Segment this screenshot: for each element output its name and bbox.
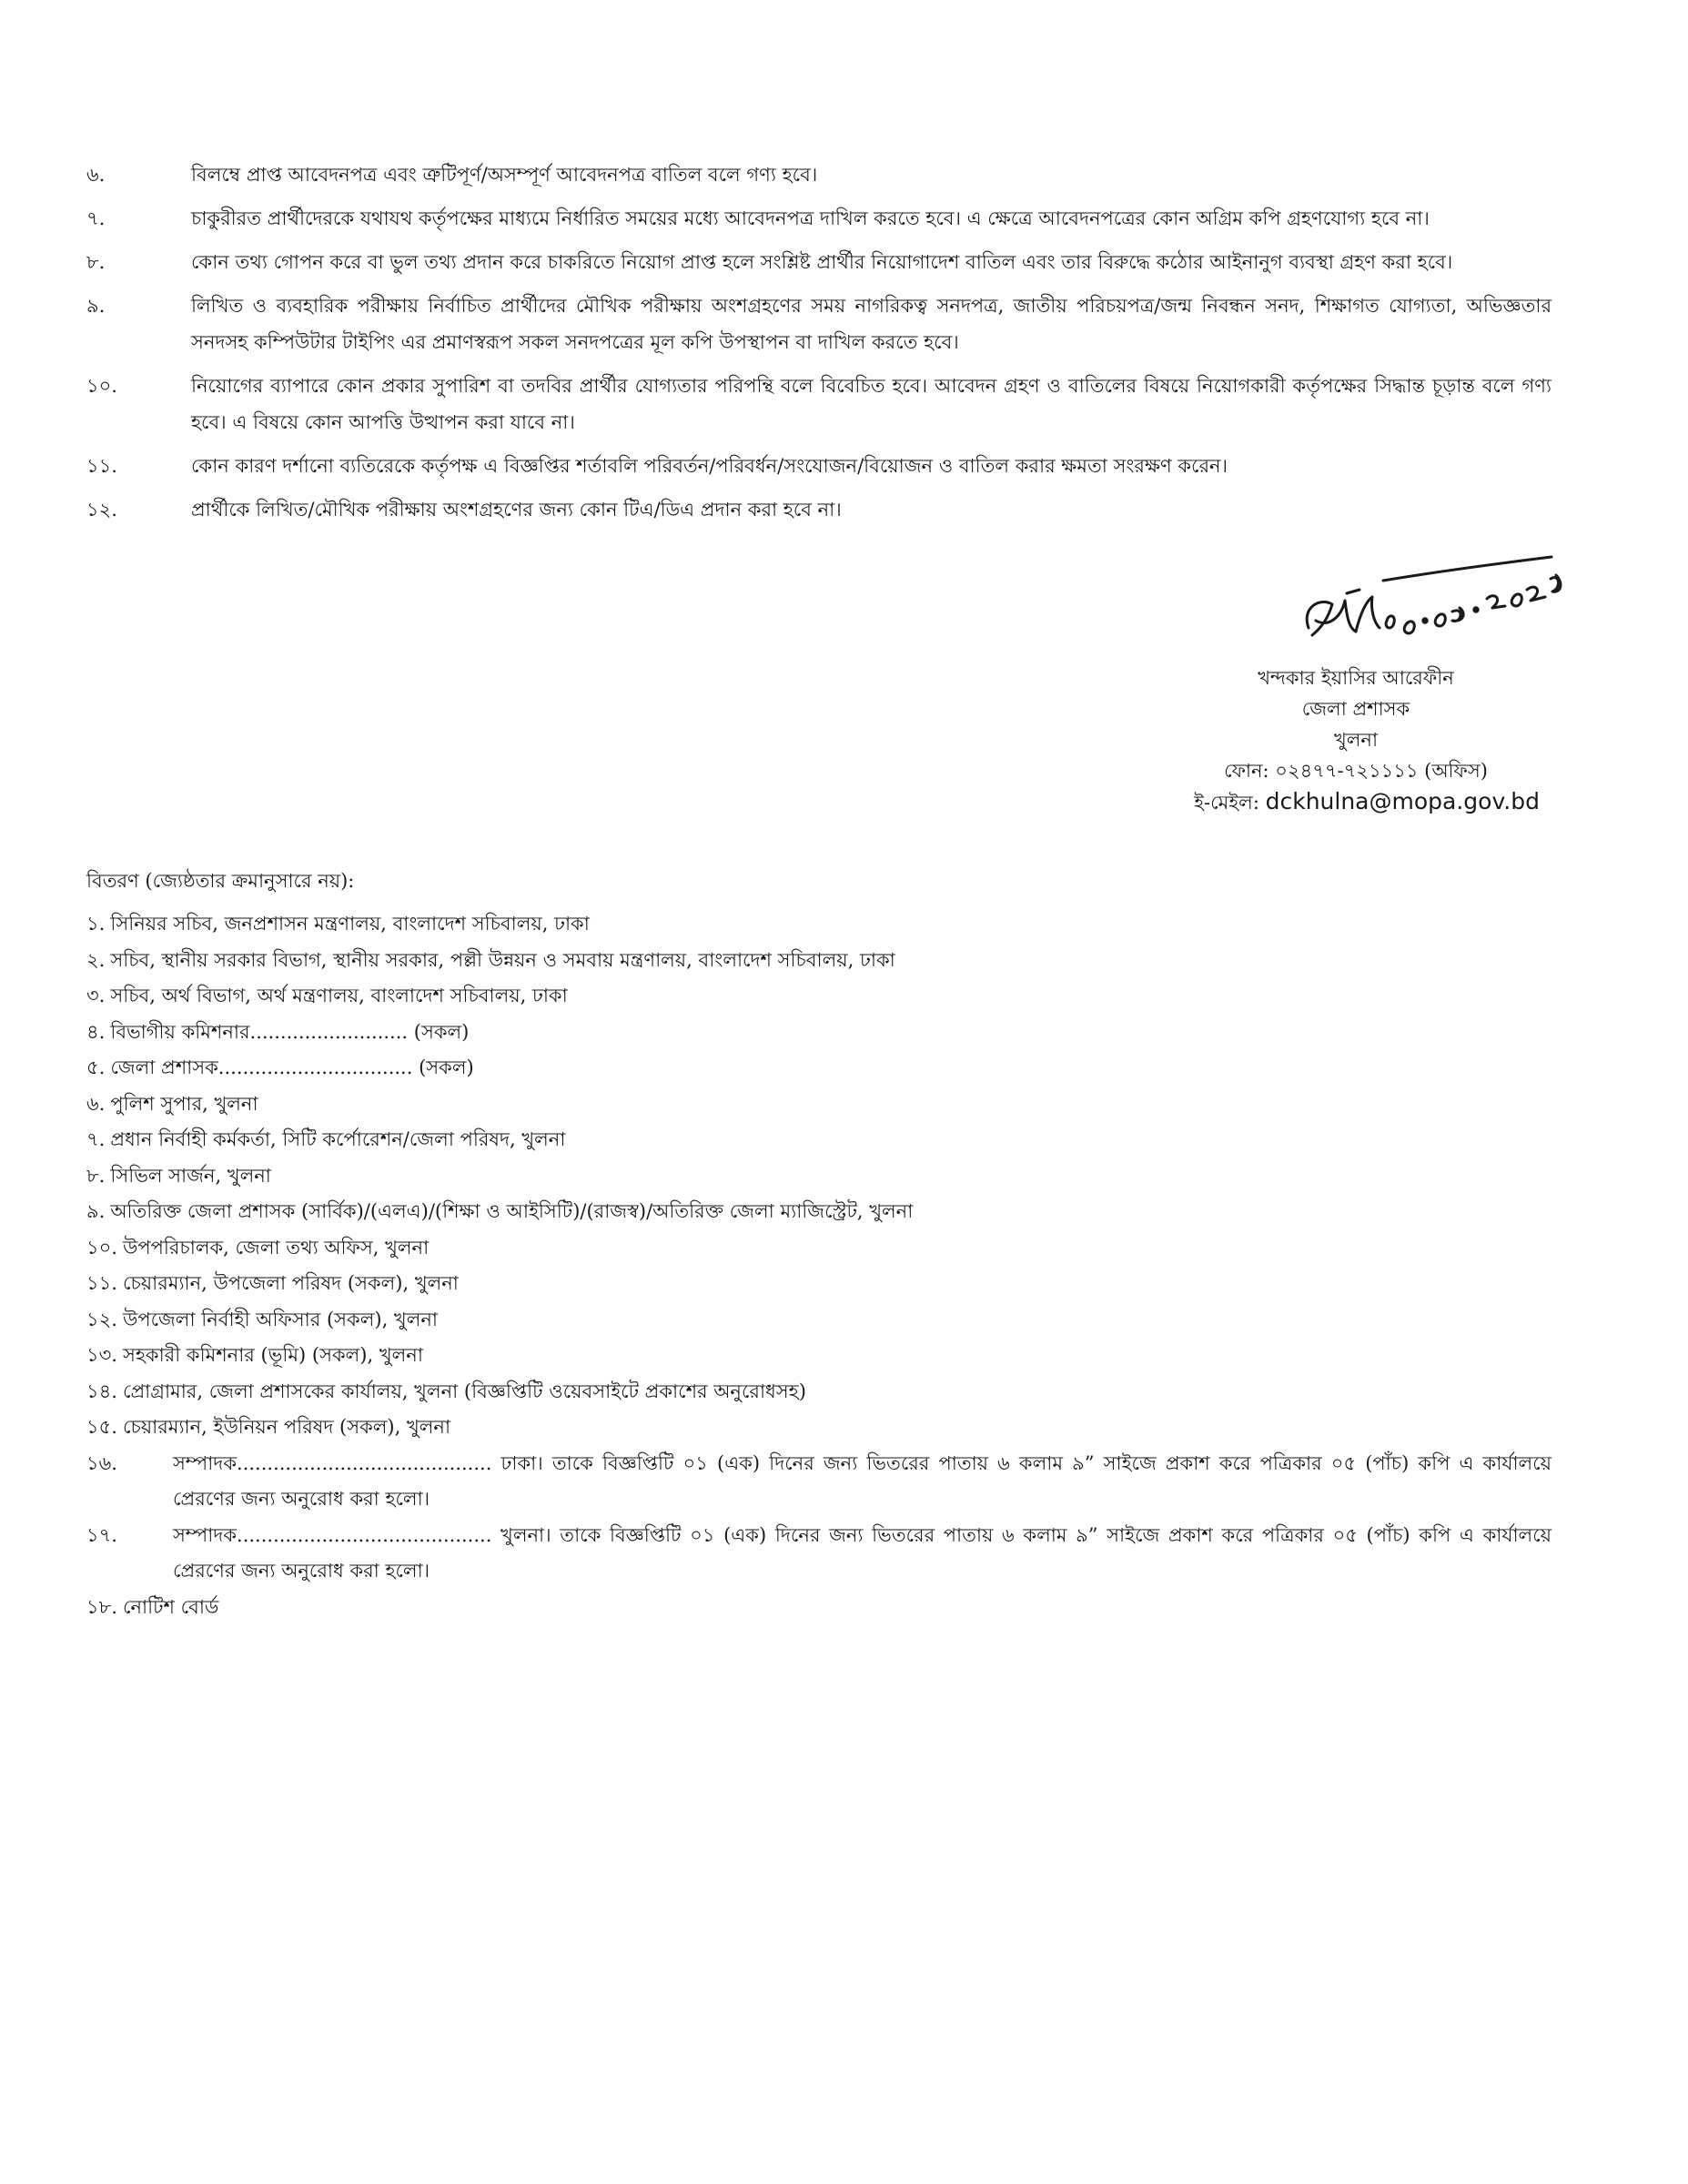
term-item xyxy=(86,157,1552,193)
term-text: কোন কারণ দর্শানো ব্যতিরেকে কর্তৃপক্ষ এ বিজ্ঞপ্তির শর্তাবলি পরিবর্তন/পরিবর্ধন/সংযোজন/বিয়োজন ও বাতিল করার ক্ষমতা সংরক্ষণ করেন। xyxy=(191,455,1228,477)
list-item-text: সম্পাদক.......................................... খুলনা। তাকে বিজ্ঞপ্তিটি ০১ (এক) দিনের জন্য ভিতরের পাতায় ৬ কলাম ৯” সাইজে প্রকাশ করে পত্রিকার ০৫ (পাঁচ) কপি এ কার্যালয়ে প্রেরণের জন্য অনুরোধ করা হলো। xyxy=(173,1523,1552,1582)
distribution-title: বিতরণ (জ্যেষ্ঠতার ক্রমানুসারে নয়): xyxy=(86,870,355,892)
list-item xyxy=(86,1194,1552,1230)
list-item-number: ৩. xyxy=(86,985,106,1006)
list-item-text: উপজেলা নির্বাহী অফিসার (সকল), খুলনা xyxy=(122,1308,438,1330)
list-item-text: প্রধান নির্বাহী কর্মকর্তা, সিটি কর্পোরেশন/জেলা পরিষদ, খুলনা xyxy=(110,1128,566,1150)
signature-block xyxy=(1156,662,1556,818)
term-text: বিলম্বে প্রাপ্ত আবেদনপত্র এবং ত্রুটিপূর্ণ/অসম্পূর্ণ আবেদনপত্র বাতিল বলে গণ্য হবে। xyxy=(191,164,818,186)
distribution-list xyxy=(86,906,1552,1625)
list-item-text: প্রোগ্রামার, জেলা প্রশাসকের কার্যালয়, খুলনা (বিজ্ঞপ্তিটি ওয়েবসাইটে প্রকাশের অনুরোধসহ) xyxy=(122,1380,806,1402)
signatory-name: খন্দকার ইয়াসির আরেফীন xyxy=(1258,667,1454,689)
list-item-number: ৮. xyxy=(86,1164,106,1187)
list-item-text: সচিব, স্থানীয় সরকার বিভাগ, স্থানীয় সরকার, পল্লী উন্নয়ন ও সমবায় মন্ত্রণালয়, বাংলাদেশ সচিবালয়, ঢাকা xyxy=(110,948,895,971)
term-number: ৯. xyxy=(86,295,106,317)
list-item-number: ১৭. xyxy=(86,1523,117,1546)
list-item xyxy=(86,1338,1552,1374)
list-item-number: ১৮. xyxy=(86,1595,117,1618)
list-item-text: সহকারী কমিশনার (ভূমি) (সকল), খুলনা xyxy=(122,1344,423,1366)
list-item-number: ৯. xyxy=(86,1200,106,1222)
list-item-text: চেয়ারম্যান, উপজেলা পরিষদ (সকল), খুলনা xyxy=(122,1272,459,1294)
list-item xyxy=(86,1266,1552,1302)
term-item xyxy=(86,448,1552,484)
list-item-number: ২. xyxy=(86,948,106,971)
list-item xyxy=(86,1087,1552,1123)
list-item xyxy=(86,1122,1552,1158)
list-item-text: পুলিশ সুপার, খুলনা xyxy=(110,1092,258,1115)
term-number: ৮. xyxy=(86,251,106,273)
term-text: নিয়োগের ব্যাপারে কোন প্রকার সুপারিশ বা তদবির প্রার্থীর যোগ্যতার পরিপন্থি বলে বিবেচিত হবে। আবেদন গ্রহণ ও বাতিলের বিষয়ে নিয়োগকারী কর্তৃপক্ষের সিদ্ধান্ত চূড়ান্ত বলে গণ্য হবে। এ বিষয়ে কোন আপত্তি উত্থাপন করা যাবে না। xyxy=(191,375,1552,433)
list-item xyxy=(86,943,1552,979)
list-item-number: ১২. xyxy=(86,1308,117,1330)
list-item-text: সিভিল সার্জন, খুলনা xyxy=(110,1164,271,1187)
list-item-number: ৭. xyxy=(86,1128,106,1150)
term-number: ১২. xyxy=(86,499,117,521)
list-item xyxy=(86,1015,1552,1051)
list-item-number: ১১. xyxy=(86,1272,117,1294)
term-number: ৬. xyxy=(86,164,106,186)
list-item-number: ১৬. xyxy=(86,1451,117,1474)
list-item xyxy=(86,1446,1552,1518)
list-item xyxy=(86,1590,1552,1626)
term-text: প্রার্থীকে লিখিত/মৌখিক পরীক্ষায় অংশগ্রহণের জন্য কোন টিএ/ডিএ প্রদান করা হবে না। xyxy=(191,499,842,521)
list-item-number: ১৩. xyxy=(86,1344,117,1366)
list-item-number: ১. xyxy=(86,913,106,935)
term-text: কোন তথ্য গোপন করে বা ভুল তথ্য প্রদান করে চাকরিতে নিয়োগ প্রাপ্ত হলে সংশ্লিষ্ট প্রার্থীর নিয়োগাদেশ বাতিল এবং তার বিরুদ্ধে কঠোর আইনানুগ ব্যবস্থা গ্রহণ করা হবে। xyxy=(191,251,1453,273)
list-item-text: বিভাগীয় কমিশনার.......................... (সকল) xyxy=(110,1020,470,1043)
term-number: ১১. xyxy=(86,455,117,477)
list-item-text: নোটিশ বোর্ড xyxy=(122,1595,219,1618)
list-item xyxy=(86,1302,1552,1339)
list-item xyxy=(86,1410,1552,1446)
term-item xyxy=(86,491,1552,528)
list-item-number: ১০. xyxy=(86,1236,117,1259)
list-item-text: উপপরিচালক, জেলা তথ্য অফিস, খুলনা xyxy=(122,1236,430,1259)
list-item-text: সচিব, অর্থ বিভাগ, অর্থ মন্ত্রণালয়, বাংলাদেশ সচিবালয়, ঢাকা xyxy=(110,985,568,1006)
list-item xyxy=(86,1374,1552,1410)
list-item-number: ১৪. xyxy=(86,1380,117,1402)
email-link[interactable]: dckhulna@mopa.gov.bd xyxy=(1265,788,1540,814)
list-item-number: ৫. xyxy=(86,1057,106,1078)
list-item-text: অতিরিক্ত জেলা প্রশাসক (সার্বিক)/(এলএ)/(শিক্ষা ও আইসিটি)/(রাজস্ব)/অতিরিক্ত জেলা ম্যাজিস্ট্রেট, খুলনা xyxy=(110,1200,914,1222)
list-item-text: সম্পাদক.......................................... ঢাকা। তাকে বিজ্ঞপ্তিটি ০১ (এক) দিনের জন্য ভিতরের পাতায় ৬ কলাম ৯” সাইজে প্রকাশ করে পত্রিকার ০৫ (পাঁচ) কপি এ কার্যালয়ে প্রেরণের জন্য অনুরোধ করা হলো। xyxy=(173,1451,1552,1510)
list-item xyxy=(86,906,1552,943)
term-number: ৭. xyxy=(86,207,106,229)
term-text: চাকুরীরত প্রার্থীদেরকে যথাযথ কর্তৃপক্ষের মাধ্যমে নির্ধারিত সময়ের মধ্যে আবেদনপত্র দাখিল করতে হবে। এ ক্ষেত্রে আবেদনপত্রের কোন অগ্রিম কপি গ্রহণযোগ্য হবে না। xyxy=(191,207,1430,229)
terms-list xyxy=(86,157,1552,535)
list-item-text: জেলা প্রশাসক................................ (সকল) xyxy=(110,1057,474,1078)
term-item xyxy=(86,244,1552,280)
list-item xyxy=(86,1518,1552,1590)
signatory-phone: ফোন: ০২৪৭৭-৭২১১১১ (অফিস) xyxy=(1224,760,1488,782)
email-label: ই-মেইল: xyxy=(1194,792,1259,814)
term-item xyxy=(86,288,1552,360)
list-item-number: ১৫. xyxy=(86,1416,117,1438)
signatory-designation: জেলা প্রশাসক xyxy=(1301,698,1410,720)
term-item xyxy=(86,368,1552,440)
term-item xyxy=(86,200,1552,237)
list-item xyxy=(86,1050,1552,1087)
list-item-number: ৬. xyxy=(86,1092,106,1115)
term-number: ১০. xyxy=(86,375,117,397)
list-item-text: সিনিয়র সচিব, জনপ্রশাসন মন্ত্রণালয়, বাংলাদেশ সচিবালয়, ঢাকা xyxy=(110,913,590,935)
list-item-text: চেয়ারম্যান, ইউনিয়ন পরিষদ (সকল), খুলনা xyxy=(122,1416,451,1438)
list-item-number: ৪. xyxy=(86,1020,106,1043)
term-text: লিখিত ও ব্যবহারিক পরীক্ষায় নির্বাচিত প্রার্থীদের মৌখিক পরীক্ষায় অংশগ্রহণের সময় নাগরিকত্ব সনদপত্র, জাতীয় পরিচয়পত্র/জন্ম নিবন্ধন সনদ, শিক্ষাগত যোগ্যতা, অভিজ্ঞতার সনদসহ কম্পিউটার টাইপিং এর প্রমাণস্বরূপ সকল সনদপত্রের মূল কপি উপস্থাপন বা দাখিল করতে হবে। xyxy=(191,295,1552,353)
signatory-email xyxy=(1156,786,1556,818)
signatory-office: খুলনা xyxy=(1333,729,1379,751)
handwritten-signature xyxy=(1292,544,1565,662)
list-item xyxy=(86,1230,1552,1267)
list-item xyxy=(86,1158,1552,1195)
list-item xyxy=(86,978,1552,1015)
